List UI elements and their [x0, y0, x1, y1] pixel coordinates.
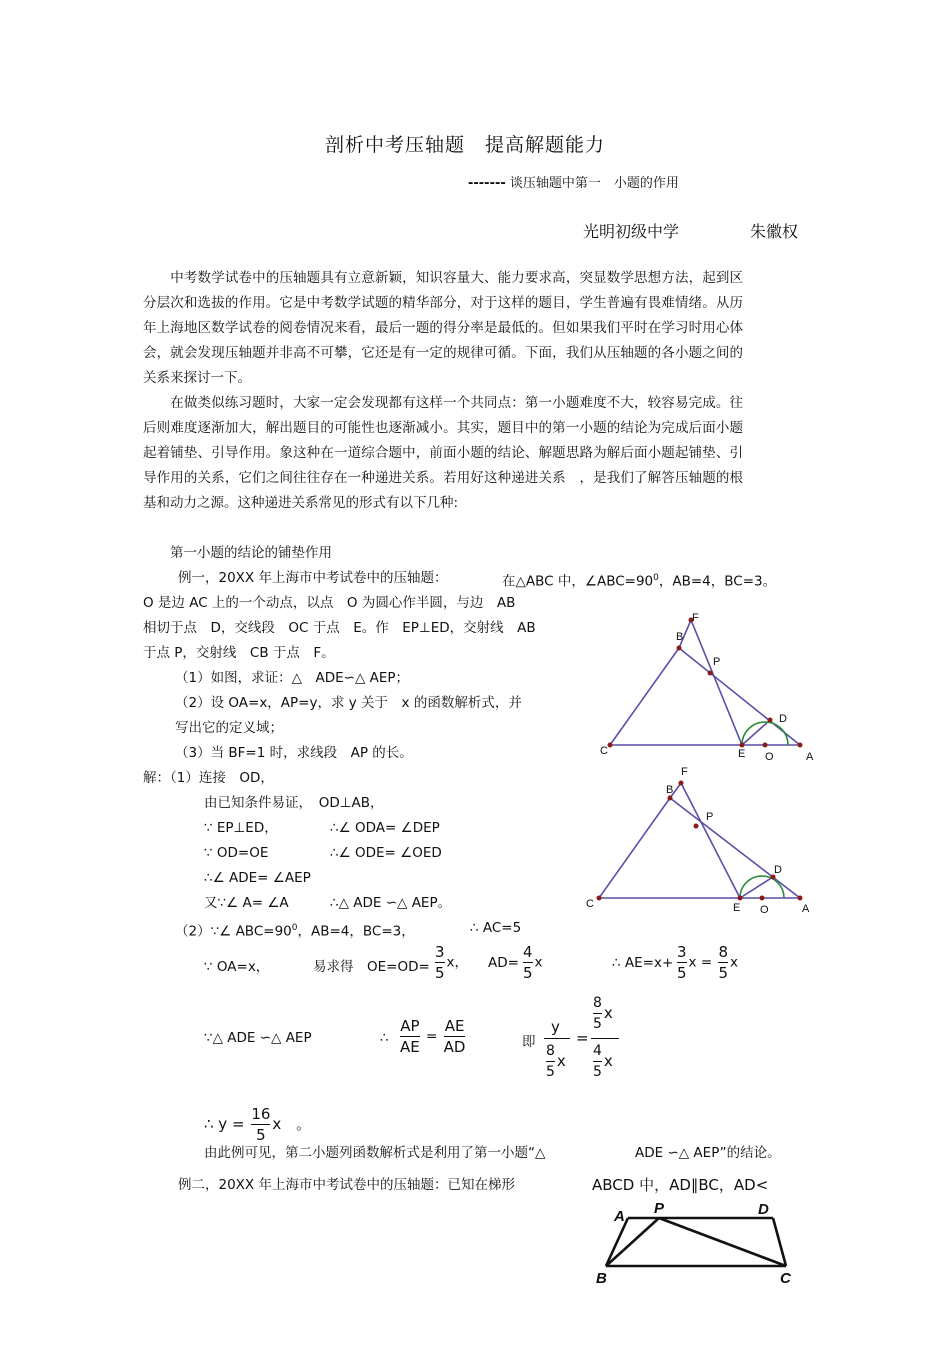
- label-c: C: [600, 745, 608, 757]
- equals: =: [426, 1028, 438, 1045]
- den: 5: [593, 1064, 602, 1080]
- author-name: 朱徽权: [750, 222, 799, 241]
- point-o: [763, 743, 768, 748]
- point-o: [760, 896, 765, 901]
- ji-label: 即: [522, 1034, 536, 1050]
- num: 8: [718, 943, 728, 961]
- easy-derive: 易求得 OE=OD=: [313, 959, 430, 975]
- den: 5: [523, 964, 533, 982]
- solution-line4: ∴∠ ADE= ∠AEP: [204, 870, 311, 886]
- four-fifth-bottom: [591, 1042, 613, 1081]
- similar-statement: ∵△ ADE ∽△ AEP: [204, 1030, 312, 1046]
- x-comma: x，: [446, 954, 469, 971]
- point-p: [708, 671, 713, 676]
- solution-line1: 由已知条件易证， OD⊥AB，: [204, 795, 384, 811]
- example1-condition: [502, 566, 776, 595]
- point-b: [677, 646, 682, 651]
- num: AE: [444, 1017, 465, 1035]
- x-var: x: [534, 954, 543, 971]
- point-f: [679, 781, 684, 786]
- therefore-symbol: ∴: [380, 1030, 389, 1046]
- label-c: C: [586, 898, 594, 910]
- conclusion-b: ADE ∽△ AEP”的结论。: [635, 1145, 781, 1161]
- label-d: D: [779, 713, 787, 725]
- part2-ac: ∴ AC=5: [470, 920, 522, 936]
- example1-line2: O 是边 AC 上的一个动点，以点 O 为圆心作半圆，与边 AB: [143, 595, 516, 611]
- den: 5: [435, 964, 445, 982]
- label-a: A: [802, 903, 810, 915]
- solution-line3a: ∵ OD=OE: [204, 845, 269, 861]
- question-3: （3）当 BF=1 时，求线段 AP 的长。: [175, 745, 413, 761]
- segment-fe: [681, 783, 740, 898]
- eight-fifth-top: [591, 994, 613, 1033]
- segment-ab: [606, 1218, 628, 1266]
- eight-fifth-left: [544, 1042, 566, 1081]
- den: 5: [593, 1016, 602, 1032]
- point-b: [668, 796, 673, 801]
- intro-paragraph-2: 在做类似练习题时，大家一定会发现都有这样一个共同点：第一小题难度不大，较容易完成。往后则难度逐渐加大，解出题目的可能性也逐渐减小。其实，题目中的第一小题的结论为完成后面小题起着铺垫、引导作用。象这种在一道综合题中，前面小题的结论、解题思路为解后面小题起铺垫、引导作用的关系，它们之间往往存在一种递进关系。若用好这种递进关系 ，是我们了解答压轴题的根基和动力之源。这种递进关系常见的形式有以下几种:: [143, 395, 743, 511]
- y-eq: ∴ y =: [204, 1115, 245, 1133]
- point-c: [597, 896, 602, 901]
- page-title: 剖析中考压轴题 提高解题能力: [325, 134, 606, 156]
- part2-a: （2）∵∠ ABC=90: [175, 923, 292, 940]
- cond-part-b: ，AB=4，BC=3。: [658, 573, 777, 590]
- num: 4: [523, 943, 533, 961]
- question-2b: 写出它的定义域；: [175, 720, 283, 736]
- den: 5: [256, 1126, 266, 1144]
- proportion: [398, 1017, 467, 1056]
- oa-equals-x: ∵ OA=x，: [204, 959, 270, 975]
- point-d: [768, 718, 773, 723]
- point-e: [738, 896, 743, 901]
- label-c: C: [780, 1270, 791, 1287]
- example2-head: 例二，20XX 年上海市中考试卷中的压轴题：已知在梯形: [178, 1177, 515, 1193]
- point-a: [798, 896, 803, 901]
- y-numerator: y: [551, 1018, 560, 1036]
- label-a: A: [614, 1208, 625, 1225]
- ad-label: AD=: [488, 955, 519, 971]
- x-var: x: [603, 1052, 613, 1070]
- compound-fraction: [541, 992, 621, 1088]
- x-var: x: [603, 1004, 613, 1022]
- label-p: P: [654, 1200, 665, 1217]
- segment-fe: [691, 620, 742, 745]
- label-o: O: [760, 904, 769, 916]
- den: AD: [443, 1038, 466, 1056]
- degree-sup: 0: [653, 573, 659, 583]
- den: 5: [718, 964, 728, 982]
- ae-label: ∴ AE=x+: [612, 955, 674, 971]
- segment-pc: [659, 1218, 786, 1266]
- subtitle-dashes: -------: [468, 176, 506, 191]
- label-p: P: [706, 811, 714, 823]
- equals: =: [700, 954, 713, 971]
- solution-start: 解：（1）连接 OD，: [143, 770, 274, 786]
- part2-given: [175, 916, 415, 945]
- segment-ba: [670, 798, 800, 898]
- example2-condition: ABCD 中，AD∥BC，AD<: [592, 1176, 769, 1194]
- label-f: F: [681, 766, 688, 778]
- section-heading: 第一小题的结论的铺垫作用: [170, 545, 332, 561]
- solution-line3b: ∴∠ ODE= ∠OED: [330, 845, 442, 861]
- x-var: x: [688, 954, 697, 971]
- label-p: P: [713, 656, 721, 668]
- num: AP: [400, 1017, 420, 1035]
- den: AE: [400, 1038, 420, 1056]
- x-var: x: [272, 1115, 282, 1133]
- point-c: [608, 743, 613, 748]
- segment-ed: [740, 877, 773, 898]
- num: 16: [251, 1105, 271, 1123]
- subtitle-text: 谈压轴题中第一 小题的作用: [509, 176, 679, 191]
- segment-cb: [599, 798, 670, 898]
- fraction-ad: [521, 943, 543, 982]
- den: 5: [546, 1064, 555, 1080]
- label-f: F: [692, 612, 699, 624]
- num: 3: [677, 943, 687, 961]
- trapezoid-figure: [590, 1198, 810, 1293]
- cond-part-a: 在△ABC 中，∠ABC=90: [502, 573, 654, 590]
- point-p: [694, 824, 699, 829]
- example1-head: 例一，20XX 年上海市中考试卷中的压轴题：: [178, 570, 448, 586]
- label-o: O: [765, 751, 774, 763]
- den: 5: [677, 964, 687, 982]
- label-e: E: [733, 902, 741, 914]
- solution-line2a: ∵ EP⊥ED，: [204, 820, 278, 836]
- num: 8: [546, 1043, 555, 1059]
- example1-line4: 于点 P，交射线 CB 于点 F。: [143, 645, 335, 661]
- point-a: [798, 743, 803, 748]
- num: 3: [435, 943, 445, 961]
- y-result: [204, 1105, 311, 1144]
- label-e: E: [738, 748, 746, 760]
- triangle-figure-1: [590, 608, 820, 768]
- example1-line3: 相切于点 D，交线段 OC 于点 E。作 EP⊥ED，交射线 AB: [143, 620, 536, 636]
- segment-cb: [610, 648, 679, 745]
- label-d: D: [774, 864, 782, 876]
- question-2a: （2）设 OA=x，AP=y，求 y 关于 x 的函数解析式，并: [175, 695, 522, 711]
- subtitle: [468, 172, 679, 191]
- part2-sup: 0: [291, 923, 298, 933]
- conclusion-a: 由此例可见，第二小题列函数解析式是利用了第一小题“△: [204, 1145, 546, 1161]
- main-bar-right: [591, 1038, 619, 1039]
- fraction-ae: [675, 943, 738, 982]
- fraction-oe: [433, 943, 468, 982]
- solution-line2b: ∴∠ ODA= ∠DEP: [330, 820, 440, 836]
- question-1: （1）如图，求证：△ ADE∽△ AEP；: [175, 670, 410, 686]
- triangle-figure-1b: [583, 763, 813, 923]
- label-b: B: [666, 784, 674, 796]
- label-b: B: [676, 631, 684, 643]
- label-a: A: [806, 751, 814, 763]
- num: 4: [593, 1043, 602, 1059]
- point-e: [740, 743, 745, 748]
- period: 。: [296, 1115, 312, 1133]
- label-d: D: [758, 1201, 769, 1218]
- part2-b: ，AB=4，BC=3，: [297, 923, 415, 940]
- x-var: x: [556, 1052, 566, 1070]
- author-school: 光明初级中学: [583, 222, 680, 241]
- equals: =: [576, 1029, 589, 1047]
- x-var: x: [730, 954, 738, 971]
- main-bar-left: [544, 1038, 570, 1039]
- label-b: B: [596, 1270, 607, 1287]
- segment-pb: [606, 1218, 659, 1266]
- solution-line5b: ∴△ ADE ∽△ AEP。: [330, 895, 452, 911]
- segment-dc: [773, 1218, 786, 1266]
- solution-line5a: 又∵∠ A= ∠A: [204, 895, 289, 911]
- intro-paragraph-1: 中考数学试卷中的压轴题具有立意新颖，知识容量大、能力要求高，突显数学思想方法，起到区分层次和选拔的作用。它是中考数学试题的精华部分，对于这样的题目，学生普遍有畏难情绪。从历年上海地区数学试卷的阅卷情况来看，最后一题的得分率是最低的。但如果我们平时在学习时用心体会，就会发现压轴题并非高不可攀，它还是有一定的规律可循。下面，我们从压轴题的各小题之间的关系来探讨一下。: [143, 270, 743, 386]
- num: 8: [593, 995, 602, 1011]
